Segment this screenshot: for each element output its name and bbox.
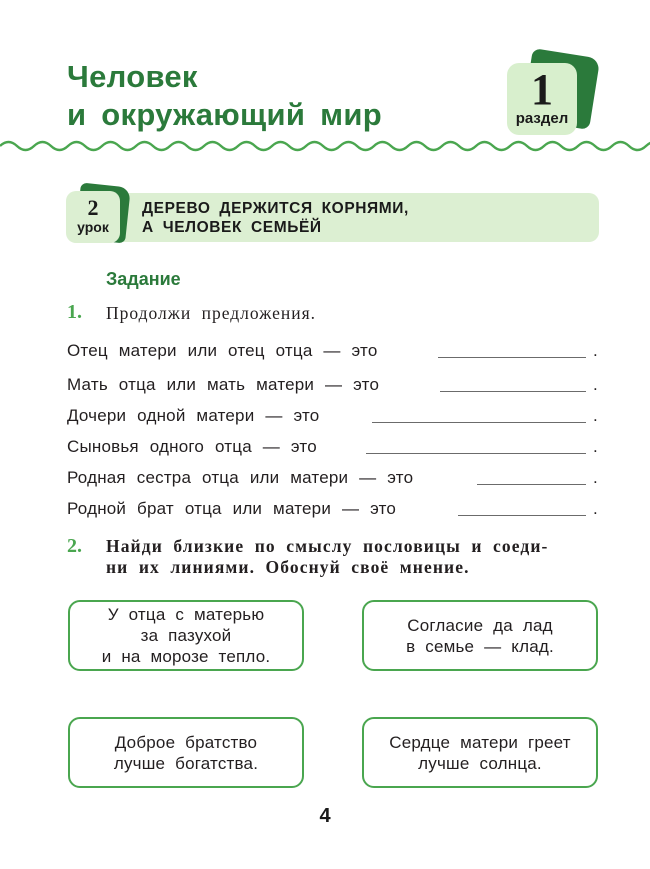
- sentence-row: [67, 498, 607, 520]
- answer-blank[interactable]: [366, 453, 586, 455]
- sentence-text: Родной брат отца или матери — это: [67, 499, 397, 518]
- task-heading: Задание: [106, 269, 181, 289]
- task-2-instruction: [106, 536, 548, 578]
- proverb-text: [406, 615, 554, 657]
- sentence-period: .: [593, 437, 598, 456]
- lesson-title-line-1: ДЕРЕВО ДЕРЖИТСЯ КОРНЯМИ,: [142, 200, 409, 217]
- proverb-line: Согласие да лад: [407, 615, 553, 635]
- sentence-text: Дочери одной матери — это: [67, 406, 320, 425]
- sentence-text: Родная сестра отца или матери — это: [67, 468, 414, 487]
- sentence-row: [67, 436, 607, 458]
- task-1-number: 1.: [67, 301, 82, 323]
- chapter-title: [67, 58, 382, 134]
- proverb-text: [389, 732, 571, 774]
- proverb-line: У отца с матерью: [107, 605, 265, 624]
- sentence-period: .: [593, 341, 598, 360]
- wavy-divider-icon: [0, 138, 650, 154]
- answer-blank[interactable]: [438, 357, 586, 359]
- sentence-period: .: [593, 375, 598, 394]
- proverb-line: Доброе братство: [114, 732, 258, 752]
- sentence-period: .: [593, 468, 598, 487]
- lesson-title: [142, 199, 409, 237]
- answer-blank[interactable]: [458, 515, 586, 517]
- sentence-row: [67, 467, 607, 489]
- chapter-title-line-1: Человек: [67, 59, 198, 94]
- proverb-line: Сердце матери греет: [389, 732, 571, 752]
- proverb-card[interactable]: [68, 600, 304, 671]
- answer-blank[interactable]: [477, 484, 586, 486]
- answer-blank[interactable]: [440, 391, 586, 393]
- proverb-text: [114, 732, 258, 774]
- section-badge-card: [507, 63, 577, 135]
- sentence-text: Отец матери или отец отца — это: [67, 341, 378, 360]
- proverb-line: в семье — клад.: [406, 636, 554, 656]
- proverb-line: и на морозе тепло.: [101, 647, 271, 666]
- section-number: 1: [531, 65, 553, 114]
- answer-blank[interactable]: [372, 422, 586, 424]
- sentence-period: .: [593, 406, 598, 425]
- task-1-instruction: Продолжи предложения.: [106, 303, 317, 323]
- proverb-card[interactable]: [362, 600, 598, 671]
- proverb-line: за пазухой: [140, 626, 232, 645]
- proverb-line: лучше солнца.: [418, 753, 542, 773]
- chapter-title-line-2: и окружающий мир: [67, 97, 382, 132]
- lesson-label: урок: [77, 219, 109, 235]
- lesson-badge: [66, 185, 128, 243]
- proverb-text: [102, 604, 271, 667]
- section-badge: [505, 53, 597, 135]
- task-2-instruction-line-2: ни их линиями. Обоснуй своё мнение.: [106, 557, 470, 577]
- proverb-line: лучше богатства.: [113, 753, 259, 773]
- lesson-number: 2: [87, 195, 99, 220]
- sentence-row: [67, 405, 607, 427]
- proverb-card[interactable]: [362, 717, 598, 788]
- lesson-title-line-2: А ЧЕЛОВЕК СЕМЬЁЙ: [142, 219, 322, 236]
- proverb-card[interactable]: [68, 717, 304, 788]
- lesson-badge-card: [66, 191, 120, 243]
- sentence-period: .: [593, 499, 598, 518]
- task-2-number: 2.: [67, 535, 82, 557]
- sentence-text: Сыновья одного отца — это: [67, 437, 317, 456]
- section-label: раздел: [515, 110, 569, 127]
- page-number: 4: [319, 805, 331, 827]
- sentence-row: [67, 374, 607, 396]
- sentence-row: [67, 340, 607, 362]
- task-2-instruction-line-1: Найди близкие по смыслу пословицы и соеди-: [106, 536, 549, 556]
- sentence-text: Мать отца или мать матери — это: [67, 375, 380, 394]
